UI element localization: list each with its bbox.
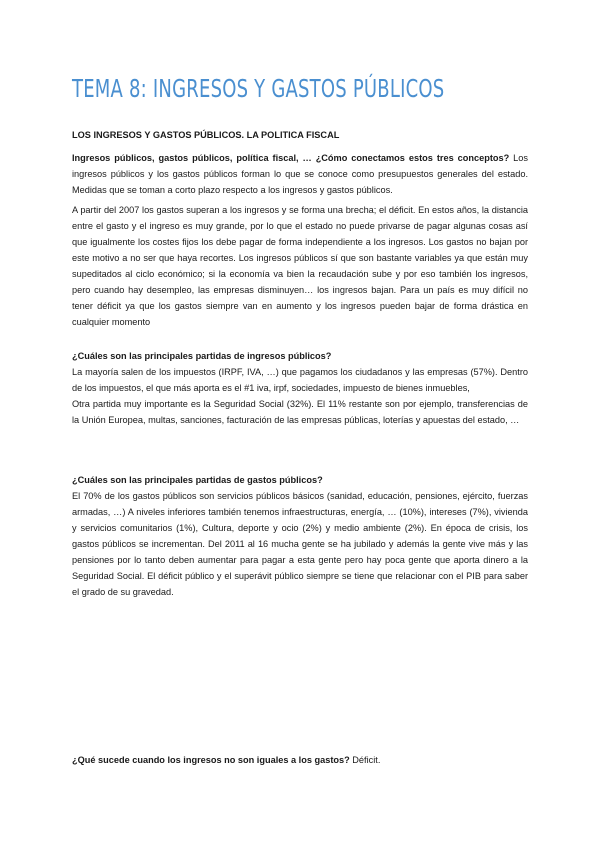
- intro-text: Los ingresos públicos y los gastos públicos forman lo que se conoce como presupuestos generales del estado. Medidas que se toman a corto plazo respecto a los ingresos y gastos públicos.: [72, 153, 528, 195]
- intro-paragraph: [72, 150, 528, 198]
- ingresos-paragraph-1: La mayoría salen de los impuestos (IRPF, IVA, …) que pagamos los ciudadanos y las empresas (57%). Dentro de los impuestos, el que más aporta es el #1 iva, irpf, sociedades, impuesto de bienes inmuebles,: [72, 367, 528, 393]
- intro-bold-lead: Ingresos públicos, gastos públicos, política fiscal, … ¿Cómo conectamos estos tres conceptos?: [72, 153, 510, 163]
- ingresos-section: [72, 348, 528, 428]
- deficit-question: ¿Qué sucede cuando los ingresos no son iguales a los gastos?: [72, 755, 350, 765]
- deficit-answer: Déficit.: [349, 755, 381, 765]
- gastos-question: ¿Cuáles son las principales partidas de gastos públicos?: [72, 475, 323, 485]
- gastos-section: [72, 472, 528, 600]
- section-heading: LOS INGRESOS Y GASTOS PÚBLICOS. LA POLITICA FISCAL: [72, 130, 340, 140]
- analysis-text: A partir del 2007 los gastos superan a los ingresos y se forma una brecha; el déficit. En estos años, la distancia entre el gasto y el ingreso es muy grande, por lo que el estado no puede privarse de pagar algunas cosas así que igualmente los costes fijos los debe pagar de forma independiente a los ingresos. Los gastos no bajan por este motivo a no ser que haya recortes. Los ingresos públicos sí que son bastante variables ya que están muy supeditados al ciclo económico; si la economía va bien la recaudación sube y por eso también los ingresos, pero cuando hay desempleo, las empresas disminuyen… los ingresos bajan. Para un país es muy difícil no tener déficit ya que los gastos siempre van en aumento y los ingresos pueden bajar de forma drástica en cualquier momento: [72, 205, 528, 327]
- page-title: TEMA 8: INGRESOS Y GASTOS PÚBLICOS: [72, 74, 445, 103]
- deficit-section: [72, 752, 528, 768]
- gastos-paragraph: El 70% de los gastos públicos son servicios públicos básicos (sanidad, educación, pensiones, ejército, fuerzas armadas, …) A niveles inferiores también tenemos infraestructuras, energía, … (10%), intereses (7%), vivienda y servicios comunitarios (1%), Cultura, deporte y ocio (2%) y medio ambiente (2%). En época de crisis, los gastos públicos se incrementan. Del 2011 al 16 mucha gente se ha jubilado y además la gente vive más y las pensiones por lo tanto deben aumentar para pagar a esta gente pero hay poca gente que aporta dinero a la Seguridad Social. El déficit público y el superávit público siempre se tiene que relacionar con el PIB para saber el grado de su gravedad.: [72, 491, 528, 597]
- ingresos-question: ¿Cuáles son las principales partidas de ingresos públicos?: [72, 351, 332, 361]
- analysis-paragraph: [72, 202, 528, 330]
- ingresos-paragraph-2: Otra partida muy importante es la Seguridad Social (32%). El 11% restante son por ejemplo, transferencias de la Unión Europea, multas, sanciones, facturación de las empresas públicas, loterías y apuestas del estado, …: [72, 399, 528, 425]
